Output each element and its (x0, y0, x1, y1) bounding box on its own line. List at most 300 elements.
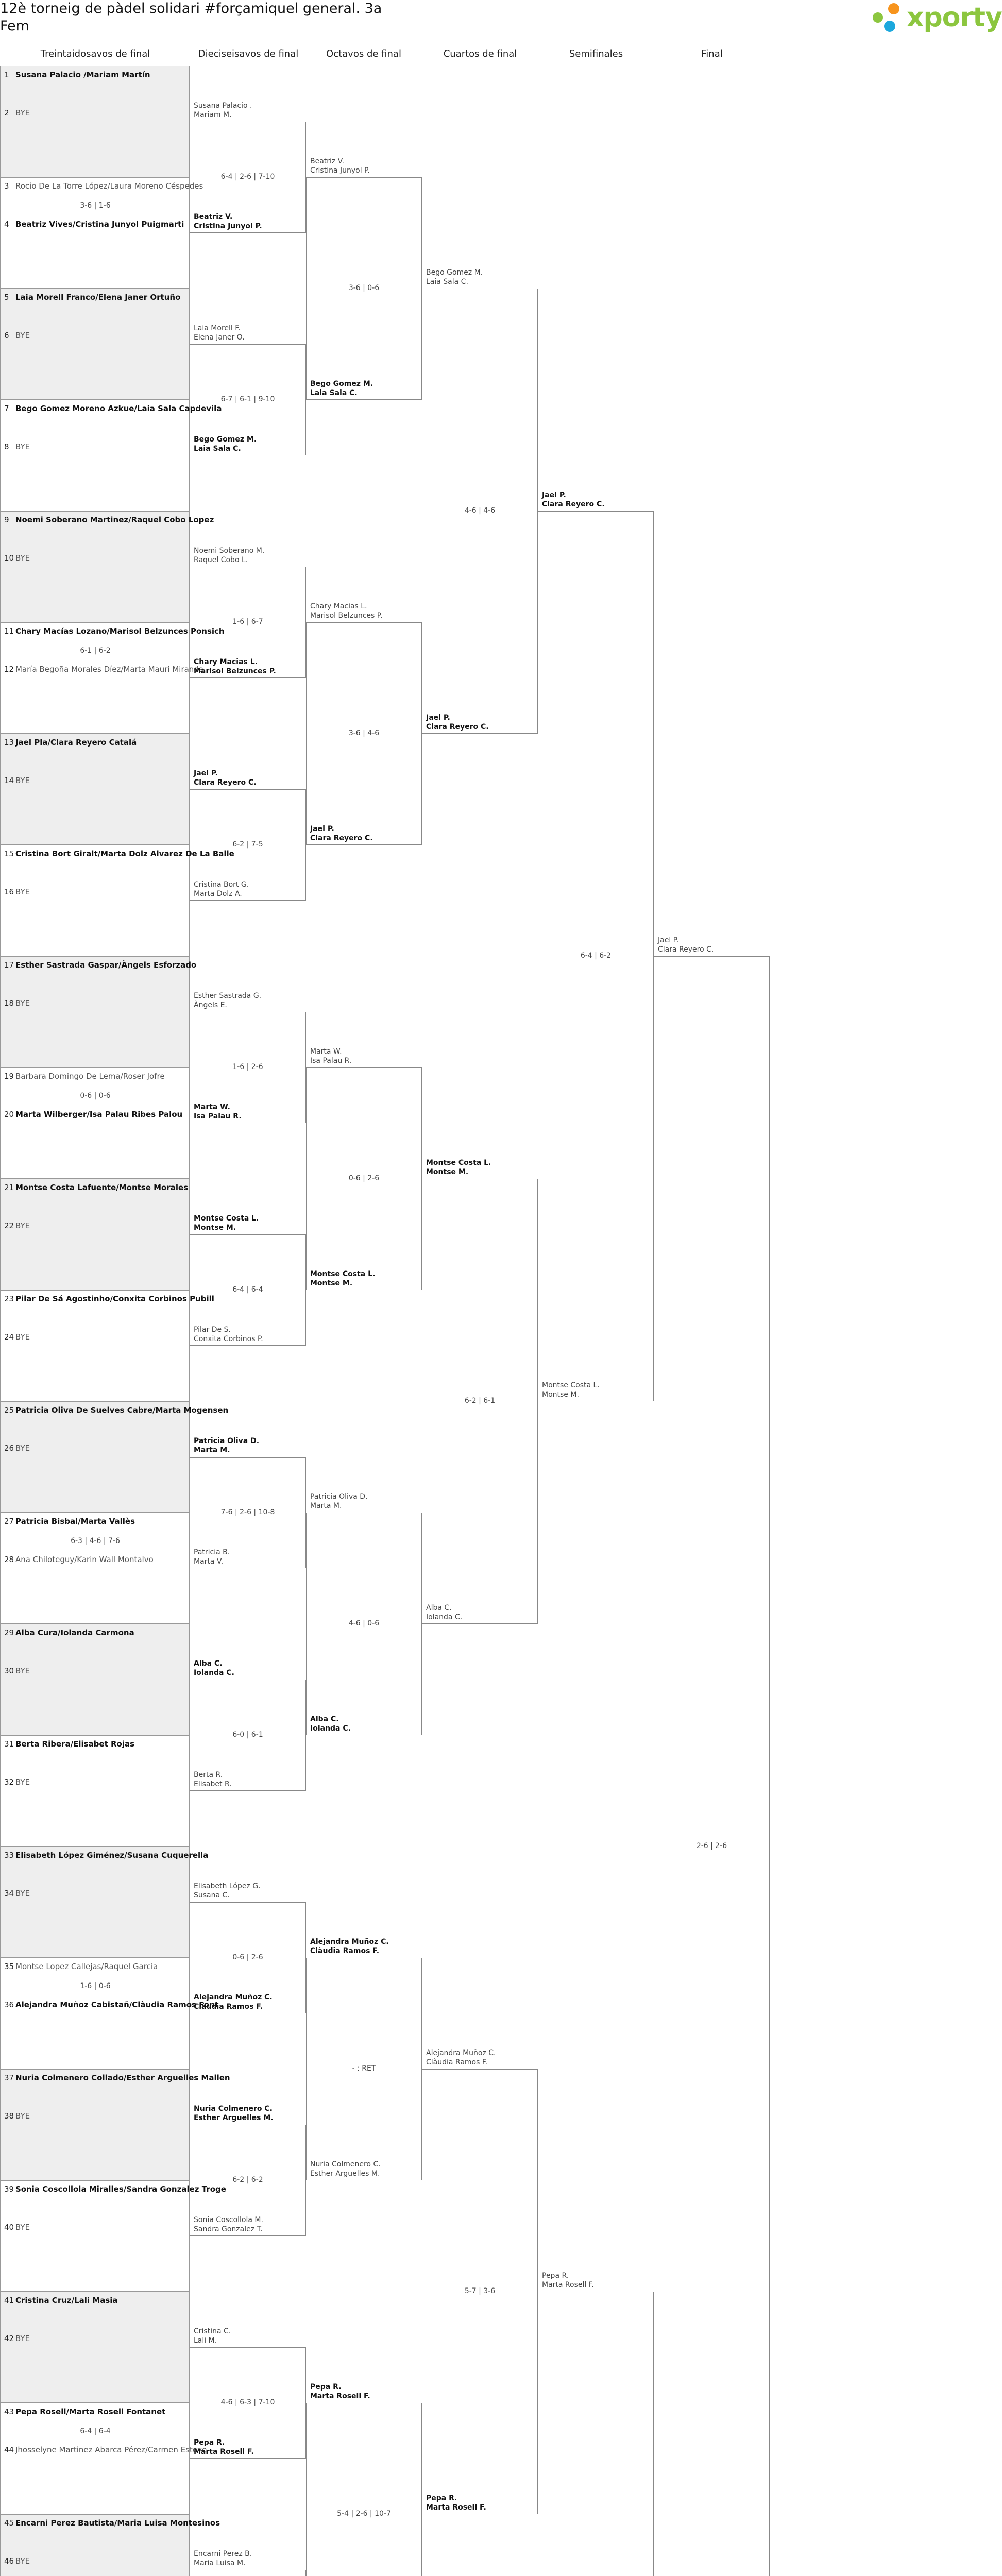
player-pair: Laia Morell Franco/Elena Janer Ortuño (15, 293, 181, 302)
r32-slot-top[interactable] (4, 1183, 189, 1192)
r32-slot-bottom[interactable] (4, 1555, 189, 1564)
player-name: Marta Rosell F. (542, 2281, 594, 2289)
player-name: Patricia Oliva D. (310, 1493, 368, 1501)
player-name: Clara Reyero C. (426, 723, 489, 731)
player-name: Laia Morell F. (194, 324, 241, 332)
player-pair: BYE (15, 998, 30, 1008)
player-pair: Rocio De La Torre López/Laura Moreno Céspedes (15, 181, 203, 191)
round-header-6: Final (701, 48, 723, 59)
r8-team-bottom[interactable] (310, 379, 373, 398)
player-name: Clara Reyero C. (658, 945, 714, 954)
r32-match (0, 2403, 207, 2514)
seed-number: 12 (4, 665, 14, 674)
r32-match (0, 734, 190, 845)
player-name: Àngels E. (194, 1001, 227, 1009)
player-pair: BYE (15, 1889, 30, 1898)
player-pair: BYE (15, 2223, 30, 2232)
r32-slot-bottom[interactable] (4, 887, 189, 896)
r32-slot-top[interactable] (4, 1628, 189, 1637)
player-pair: BYE (15, 2334, 30, 2343)
r32-slot-top[interactable] (4, 404, 222, 413)
r8-team-top[interactable] (310, 1937, 389, 1956)
r32-match (0, 177, 203, 289)
match-score: 6-2 | 6-1 (464, 1397, 496, 1405)
r1-team-top[interactable] (658, 936, 714, 954)
r4-team-bottom[interactable] (426, 2494, 486, 2512)
player-name: Susana Palacio . (194, 101, 252, 110)
player-pair: Cristina Cruz/Lali Masia (15, 2296, 118, 2305)
r16-team-bottom[interactable] (194, 880, 249, 899)
seed-number: 40 (4, 2223, 14, 2232)
player-name: Marta V. (194, 1557, 224, 1566)
r1-match (654, 956, 770, 2576)
seed-number: 38 (4, 2111, 14, 2121)
player-name: Jael P. (194, 769, 218, 777)
player-name: Marta Rosell F. (194, 2448, 254, 2456)
r32-slot-bottom[interactable] (4, 1444, 189, 1453)
r32-match (0, 400, 222, 511)
r4-team-top[interactable] (426, 2048, 496, 2067)
player-name: Jael P. (658, 936, 679, 944)
r16-team-bottom[interactable] (194, 212, 262, 231)
player-name: Patricia Oliva D. (194, 1437, 260, 1445)
seed-number: 11 (4, 626, 14, 636)
player-name: Cristina Junyol P. (194, 222, 262, 230)
player-pair: Montse Lopez Callejas/Raquel Garcia (15, 1962, 158, 1971)
round-header-5: Semifinales (569, 48, 623, 59)
seed-number: 34 (4, 1889, 14, 1898)
player-name: Alejandra Muñoz C. (194, 1993, 273, 2002)
player-name: Raquel Cobo L. (194, 556, 248, 564)
match-score: 6-4 | 2-6 | 7-10 (220, 173, 275, 181)
r8-team-bottom[interactable] (310, 1269, 375, 1288)
r8-team-top[interactable] (310, 1047, 351, 1065)
r32-slot-bottom[interactable] (4, 2445, 207, 2454)
player-pair: BYE (15, 1666, 30, 1675)
player-pair: Jhosselyne Martinez Abarca Pérez/Carmen Esteve (15, 2445, 207, 2454)
seed-number: 45 (4, 2518, 14, 2528)
seed-number: 25 (4, 1405, 14, 1415)
r32-match (0, 1067, 190, 1179)
r16-team-top[interactable] (194, 1436, 259, 1455)
seed-number: 4 (4, 219, 9, 229)
r2-team-top[interactable] (542, 2271, 594, 2290)
seed-number: 16 (4, 887, 14, 896)
match-score: 4-6 | 0-6 (348, 1619, 380, 1628)
player-name: Bego Gomez M. (194, 435, 257, 444)
r2-team-top[interactable] (542, 490, 605, 509)
player-pair: Alba Cura/Iolanda Carmona (15, 1628, 134, 1637)
player-name: Bego Gomez M. (310, 380, 373, 388)
player-name: Montse M. (426, 1168, 469, 1176)
r32-slot-bottom[interactable] (4, 2223, 189, 2232)
r4-team-top[interactable] (426, 268, 483, 286)
r2-match (538, 2292, 654, 2576)
r16-match (190, 2570, 306, 2576)
r32-slot-top[interactable] (4, 2296, 189, 2305)
seed-number: 13 (4, 738, 14, 747)
r32-slot-bottom[interactable] (4, 2334, 189, 2343)
player-pair: Nuria Colmenero Collado/Esther Arguelles Mallen (15, 2073, 230, 2082)
r32-slot-bottom[interactable] (4, 998, 189, 1008)
player-pair: Marta Wilberger/Isa Palau Ribes Palou (15, 1110, 183, 1119)
r16-team-top[interactable] (194, 1659, 234, 1677)
player-name: Marisol Belzunces P. (194, 667, 276, 675)
r32-slot-top[interactable] (4, 2184, 226, 2194)
r8-team-bottom[interactable] (310, 824, 373, 843)
seed-number: 15 (4, 849, 14, 858)
r32-slot-top[interactable] (4, 1517, 189, 1526)
player-pair: Beatriz Vives/Cristina Junyol Puigmarti (15, 219, 184, 229)
player-name: Montse M. (542, 1391, 579, 1399)
r32-match (0, 66, 190, 177)
player-pair: BYE (15, 442, 30, 451)
player-name: Alba C. (310, 1715, 339, 1723)
r16-team-top[interactable] (194, 2549, 252, 2568)
player-name: Cristina C. (194, 2327, 231, 2335)
match-score: 6-1 | 6-2 (80, 647, 111, 655)
match-score: 4-6 | 6-3 | 7-10 (220, 2398, 275, 2406)
r16-team-bottom[interactable] (194, 1325, 263, 1344)
player-name: Isa Palau R. (310, 1057, 352, 1065)
seed-number: 19 (4, 1072, 14, 1081)
r16-team-bottom[interactable] (194, 2215, 263, 2234)
player-name: Patricia B. (194, 1548, 230, 1556)
player-name: Marta W. (310, 1047, 342, 1056)
r8-team-top[interactable] (310, 602, 382, 620)
player-name: Clara Reyero C. (542, 500, 605, 509)
r32-slot-top[interactable] (4, 70, 189, 79)
r32-slot-bottom[interactable] (4, 2111, 189, 2121)
seed-number: 31 (4, 1739, 14, 1749)
player-name: Pepa R. (542, 2272, 569, 2280)
r32-match (0, 622, 225, 734)
seed-number: 23 (4, 1294, 14, 1303)
seed-number: 33 (4, 1851, 14, 1860)
player-name: Marisol Belzunces P. (310, 612, 383, 620)
r32-slot-top[interactable] (4, 181, 203, 191)
player-pair: BYE (15, 108, 30, 117)
round-header-2: Dieciseisavos de final (198, 48, 299, 59)
match-score: 3-6 | 1-6 (80, 201, 111, 210)
r32-slot-top[interactable] (4, 2073, 230, 2082)
player-pair: Berta Ribera/Elisabet Rojas (15, 1739, 135, 1749)
seed-number: 20 (4, 1110, 14, 1119)
r32-match (0, 2292, 190, 2403)
player-pair: BYE (15, 1332, 30, 1342)
player-name: Pepa R. (426, 2494, 457, 2502)
seed-number: 27 (4, 1517, 14, 1526)
r2-team-bottom[interactable] (542, 1381, 600, 1399)
player-name: Pilar De S. (194, 1326, 231, 1334)
r32-match (0, 2069, 230, 2180)
r16-team-bottom[interactable] (194, 657, 276, 676)
player-pair: BYE (15, 2556, 30, 2566)
player-pair: BYE (15, 1777, 30, 1787)
player-pair: Noemi Soberano Martinez/Raquel Cobo Lopez (15, 515, 214, 524)
match-score: 1-6 | 2-6 (232, 1063, 263, 1071)
r32-slot-top[interactable] (4, 293, 189, 302)
seed-number: 26 (4, 1444, 14, 1453)
player-name: Sandra Gonzalez T. (194, 2225, 263, 2233)
r16-team-top[interactable] (194, 1882, 261, 1900)
player-name: Pepa R. (310, 2383, 342, 2391)
player-pair: Alejandra Muñoz Cabistañ/Clàudia Ramos Font (15, 2000, 218, 2009)
player-pair: Pilar De Sá Agostinho/Conxita Corbinos Pubill (15, 1294, 214, 1303)
seed-number: 39 (4, 2184, 14, 2194)
player-name: Iolanda C. (426, 1613, 463, 1621)
player-name: Montse Costa L. (542, 1381, 600, 1389)
r32-match (0, 511, 214, 622)
match-score: - : RET (352, 2064, 376, 2073)
player-name: Laia Sala C. (194, 445, 241, 453)
player-name: Marta M. (310, 1502, 342, 1510)
logo-wordmark: xporty (907, 2, 1002, 33)
player-pair: BYE (15, 553, 30, 563)
match-score: 6-0 | 6-1 (232, 1731, 263, 1739)
r32-match (0, 2514, 220, 2576)
player-name: Nuria Colmenero C. (194, 2105, 273, 2113)
r32-slot-bottom[interactable] (4, 776, 189, 785)
player-name: Sonia Coscollola M. (194, 2216, 263, 2224)
r16-team-top[interactable] (194, 769, 257, 787)
player-name: Chary Macias L. (194, 658, 258, 666)
r32-match (0, 289, 190, 400)
r32-slot-bottom[interactable] (4, 665, 204, 674)
player-name: Nuria Colmenero C. (310, 2160, 381, 2168)
r16-team-bottom[interactable] (194, 435, 257, 453)
seed-number: 14 (4, 776, 14, 785)
r16-team-top[interactable] (194, 2327, 231, 2345)
player-pair: Sonia Coscollola Miralles/Sandra Gonzalez Troge (15, 2184, 226, 2194)
player-pair: Patricia Oliva De Suelves Cabre/Marta Mogensen (15, 1405, 229, 1415)
seed-number: 1 (4, 70, 9, 79)
player-pair: Esther Sastrada Gaspar/Àngels Esforzado (15, 960, 197, 970)
player-name: Encarni Perez B. (194, 2550, 252, 2558)
match-score: 6-3 | 4-6 | 7-6 (71, 1537, 120, 1545)
match-score: 1-6 | 6-7 (232, 618, 263, 626)
player-name: Elena Janer O. (194, 333, 245, 342)
player-pair: Barbara Domingo De Lema/Roser Jofre (15, 1072, 165, 1081)
seed-number: 46 (4, 2556, 14, 2566)
r4-team-bottom[interactable] (426, 1603, 462, 1622)
player-pair: Patricia Bisbal/Marta Vallès (15, 1517, 135, 1526)
r32-slot-bottom[interactable] (4, 553, 189, 563)
player-name: Montse Costa L. (194, 1214, 259, 1223)
seed-number: 10 (4, 553, 14, 563)
r16-team-top[interactable] (194, 1214, 259, 1232)
player-name: Chary Macias L. (310, 602, 367, 611)
match-score: 5-4 | 2-6 | 10-7 (337, 2510, 391, 2518)
r32-slot-top[interactable] (4, 1739, 189, 1749)
player-pair: BYE (15, 1221, 30, 1230)
r32-slot-bottom[interactable] (4, 442, 189, 451)
r4-team-top[interactable] (426, 1158, 491, 1177)
player-name: Marta Rosell F. (310, 2392, 370, 2400)
match-score: 6-2 | 6-2 (232, 2176, 263, 2184)
r8-team-top[interactable] (310, 2382, 370, 2401)
player-name: Jael P. (310, 825, 334, 833)
player-name: Susana C. (194, 1891, 230, 1900)
r8-team-top[interactable] (310, 1492, 368, 1511)
player-name: Elisabeth López G. (194, 1882, 261, 1890)
r16-team-top[interactable] (194, 546, 264, 565)
seed-number: 2 (4, 108, 9, 117)
player-name: Isa Palau R. (194, 1112, 242, 1121)
r32-match (0, 1846, 209, 1958)
seed-number: 5 (4, 293, 9, 302)
player-name: Noemi Soberano M. (194, 547, 265, 555)
r16-team-bottom[interactable] (194, 1103, 242, 1121)
round-header-1: Treintaidosavos de final (40, 48, 150, 59)
match-score: 4-6 | 4-6 (464, 506, 496, 515)
player-name: Jael P. (426, 714, 450, 722)
r32-slot-top[interactable] (4, 515, 214, 524)
player-pair: María Begoña Morales Díez/Marta Mauri Miranda (15, 665, 204, 674)
r16-team-bottom[interactable] (194, 2438, 254, 2456)
r32-slot-bottom[interactable] (4, 2000, 218, 2009)
r32-slot-bottom[interactable] (4, 1666, 189, 1675)
logo-dot-orange-icon (888, 3, 899, 14)
r32-slot-top[interactable] (4, 2407, 189, 2416)
player-name: Esther Sastrada G. (194, 992, 262, 1000)
seed-number: 44 (4, 2445, 14, 2454)
player-name: Lali M. (194, 2336, 217, 2345)
r32-match (0, 956, 197, 1067)
player-name: Cristina Bort G. (194, 880, 249, 889)
player-name: Montse M. (310, 1279, 353, 1287)
seed-number: 21 (4, 1183, 14, 1192)
r32-slot-bottom[interactable] (4, 1221, 189, 1230)
player-name: Maria Luisa M. (194, 2559, 246, 2567)
seed-number: 6 (4, 331, 9, 340)
r8-team-bottom[interactable] (310, 2160, 381, 2178)
match-score: 2-6 | 2-6 (696, 1842, 727, 1850)
r32-slot-bottom[interactable] (4, 1110, 189, 1119)
seed-number: 41 (4, 2296, 14, 2305)
player-pair: Ana Chiloteguy/Karin Wall Montalvo (15, 1555, 154, 1564)
r16-team-bottom[interactable] (194, 1770, 232, 1789)
r32-slot-bottom[interactable] (4, 219, 189, 229)
r32-slot-bottom[interactable] (4, 1777, 189, 1787)
seed-number: 28 (4, 1555, 14, 1564)
player-name: Cristina Junyol P. (310, 166, 370, 175)
player-name: Esther Arguelles M. (194, 2114, 274, 2122)
seed-number: 37 (4, 2073, 14, 2082)
r32-slot-top[interactable] (4, 960, 197, 970)
player-name: Marta Rosell F. (426, 2503, 486, 2512)
r32-match (0, 2180, 226, 2292)
player-name: Alba C. (426, 1604, 452, 1612)
player-name: Marta M. (194, 1446, 230, 1454)
r8-match (306, 2403, 422, 2576)
r32-slot-bottom[interactable] (4, 2556, 189, 2566)
r32-match (0, 1735, 190, 1846)
r16-team-bottom[interactable] (194, 1548, 230, 1566)
r32-slot-top[interactable] (4, 2518, 220, 2528)
match-score: 5-7 | 3-6 (464, 2287, 496, 2295)
r32-slot-bottom[interactable] (4, 108, 189, 117)
seed-number: 43 (4, 2407, 14, 2416)
r32-slot-top[interactable] (4, 738, 189, 747)
player-name: Elisabet R. (194, 1780, 232, 1788)
tournament-title: 12è torneig de pàdel solidari #forçamiquel general. 3a Fem (0, 1, 382, 34)
player-name: Clàudia Ramos F. (310, 1947, 380, 1955)
match-score: 0-6 | 2-6 (232, 1953, 263, 1961)
r16-team-bottom[interactable] (194, 1993, 273, 2011)
r32-slot-bottom[interactable] (4, 1889, 189, 1898)
player-name: Clara Reyero C. (310, 834, 373, 842)
player-name: Beatriz V. (194, 213, 233, 221)
r32-slot-top[interactable] (4, 1072, 189, 1081)
r32-slot-top[interactable] (4, 1405, 229, 1415)
seed-number: 24 (4, 1332, 14, 1342)
r32-slot-bottom[interactable] (4, 1332, 189, 1342)
r32-match (0, 1401, 229, 1513)
player-name: Marta W. (194, 1103, 230, 1111)
seed-number: 7 (4, 404, 9, 413)
match-score: 7-6 | 2-6 | 10-8 (220, 1508, 275, 1516)
r32-match (0, 1179, 190, 1290)
r16-team-top[interactable] (194, 101, 252, 120)
seed-number: 29 (4, 1628, 14, 1637)
r32-slot-top[interactable] (4, 1294, 214, 1303)
match-score: 3-6 | 4-6 (348, 729, 380, 737)
logo-dot-green-icon (873, 12, 883, 23)
player-pair: Cristina Bort Giralt/Marta Dolz Alvarez De La Balle (15, 849, 234, 858)
logo-dot-blue-icon (884, 21, 895, 32)
player-pair: BYE (15, 776, 30, 785)
r32-slot-top[interactable] (4, 1962, 189, 1971)
r16-team-top[interactable] (194, 2104, 274, 2123)
r16-team-top[interactable] (194, 991, 261, 1010)
r16-team-top[interactable] (194, 324, 245, 342)
round-header-3: Octavos de final (326, 48, 401, 59)
xporty-logo[interactable] (871, 1, 1002, 35)
player-name: Iolanda C. (194, 1669, 234, 1677)
r32-match (0, 1624, 190, 1735)
r32-slot-top[interactable] (4, 626, 225, 636)
player-name: Clara Reyero C. (194, 778, 257, 787)
player-pair: Jael Pla/Clara Reyero Catalá (15, 738, 137, 747)
player-name: Montse Costa L. (310, 1270, 376, 1278)
match-score: 3-6 | 0-6 (348, 284, 380, 292)
r32-slot-bottom[interactable] (4, 331, 189, 340)
seed-number: 32 (4, 1777, 14, 1787)
player-pair: BYE (15, 887, 30, 896)
r8-team-top[interactable] (310, 157, 370, 175)
player-pair: BYE (15, 1444, 30, 1453)
seed-number: 22 (4, 1221, 14, 1230)
player-name: Bego Gomez M. (426, 268, 483, 277)
player-name: Iolanda C. (310, 1724, 351, 1733)
player-name: Esther Arguelles M. (310, 2170, 380, 2178)
match-score: 6-4 | 6-4 (80, 2427, 111, 2435)
player-name: Laia Sala C. (426, 278, 468, 286)
r8-team-bottom[interactable] (310, 1715, 351, 1733)
player-name: Clàudia Ramos F. (194, 2003, 263, 2011)
r32-slot-top[interactable] (4, 849, 234, 858)
player-name: Alejandra Muñoz C. (310, 1938, 389, 1946)
seed-number: 35 (4, 1962, 14, 1971)
player-name: Pepa R. (194, 2438, 225, 2447)
r32-match (0, 1958, 218, 2069)
r4-team-bottom[interactable] (426, 713, 489, 732)
r32-slot-top[interactable] (4, 1851, 209, 1860)
round-header-4: Cuartos de final (443, 48, 517, 59)
player-name: Laia Sala C. (310, 389, 358, 397)
player-pair: Chary Macías Lozano/Marisol Belzunces Ponsich (15, 626, 225, 636)
